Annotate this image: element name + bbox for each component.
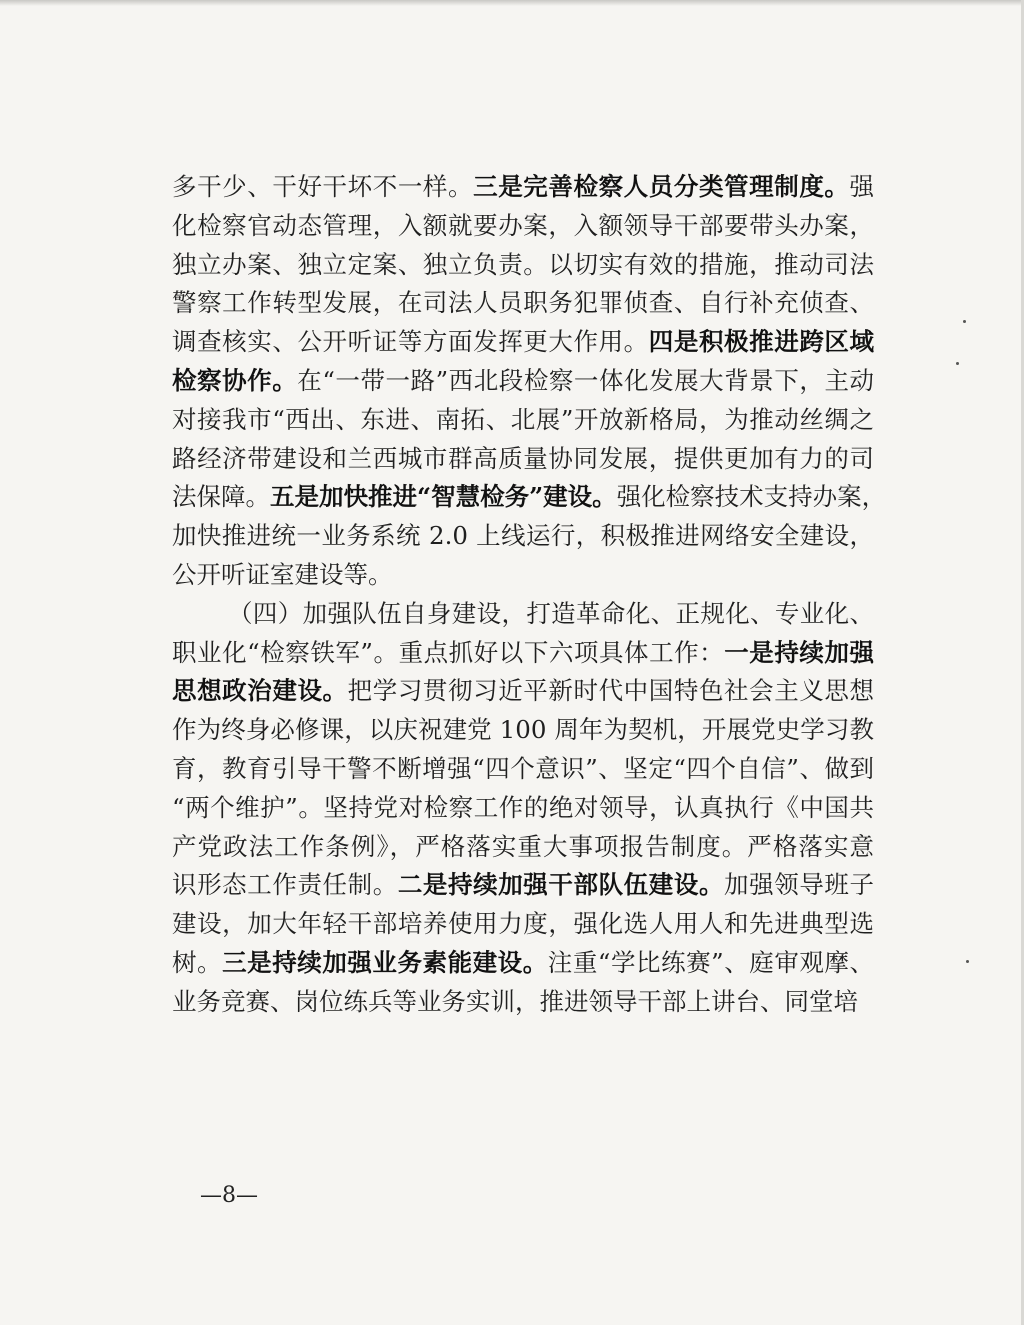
- bold-heading-run: 思想政治建设。: [172, 676, 348, 706]
- text-line: [172, 362, 874, 401]
- text-run: 业务竞赛、岗位练兵等业务实训，推进领导干部上讲台、同堂培: [172, 986, 858, 1016]
- body-text: [172, 168, 887, 1022]
- text-run: 产党政法工作条例》，严格落实重大事项报告制度。严格落实意: [172, 831, 874, 861]
- text-run: 建设，加大年轻干部培养使用力度，强化选人用人和先进典型选: [172, 909, 874, 939]
- text-run: 加快推进统一业务系统 2.0 上线运行，积极推进网络安全建设，: [172, 521, 874, 551]
- text-line: [172, 556, 874, 595]
- scan-speck: [956, 362, 959, 365]
- text-run: 警察工作转型发展，在司法人员职务犯罪侦查、自行补充侦查、: [172, 288, 874, 318]
- text-line: [172, 789, 874, 828]
- text-line: [172, 983, 874, 1022]
- page-number: —8—: [200, 1183, 258, 1208]
- text-run: 对接我市“西出、东进、南拓、北展”开放新格局，为推动丝绸之: [172, 404, 874, 434]
- text-line: [172, 168, 874, 207]
- text-line: [172, 672, 874, 711]
- text-run: 化检察官动态管理，入额就要办案，入额领导干部要带头办案，: [172, 210, 874, 240]
- text-run: 作为终身必修课，以庆祝建党 100 周年为契机，开展党史学习教: [172, 715, 874, 745]
- text-run: 路经济带建设和兰西城市群高质量协同发展，提供更加有力的司: [172, 443, 874, 473]
- text-run: 职业化“检察铁军”。重点抓好以下六项具体工作：: [172, 637, 725, 667]
- bold-heading-run: 二是持续加强干部队伍建设。: [397, 870, 725, 900]
- text-line: [172, 595, 874, 634]
- text-line: [172, 711, 874, 750]
- text-line: [172, 634, 874, 673]
- scan-edge-top: [0, 0, 1024, 6]
- text-line: [172, 905, 874, 944]
- text-run: 在“一带一路”西北段检察一体化发展大背景下，主动: [297, 365, 874, 395]
- text-run: 调查核实、公开听证等方面发挥更大作用。: [172, 327, 649, 357]
- text-run: “两个维护”。坚持党对检察工作的绝对领导，认真执行《中国共: [172, 792, 874, 822]
- text-run: 育，教育引导干警不断增强“四个意识”、坚定“四个自信”、做到: [172, 753, 874, 783]
- text-line: [172, 440, 874, 479]
- text-run: 加强领导班子: [724, 870, 875, 900]
- text-line: [172, 284, 874, 323]
- bold-heading-run: 三是持续加强业务素能建设。: [222, 947, 548, 977]
- text-run: 独立办案、独立定案、独立负责。以切实有效的措施，推动司法: [172, 249, 874, 279]
- text-line: [172, 517, 874, 556]
- text-line: [172, 478, 887, 517]
- scan-speck: [966, 960, 969, 963]
- text-run: 强化检察技术支持办案，: [616, 482, 887, 512]
- scan-speck: [963, 320, 966, 323]
- text-run: 强: [849, 172, 875, 201]
- text-line: [172, 944, 874, 983]
- bold-heading-run: 四是积极推进跨区域: [648, 327, 875, 357]
- text-run: （四）加强队伍自身建设，打造革命化、正规化、专业化、: [228, 598, 874, 628]
- text-run: 注重“学比练赛”、庭审观摩、: [547, 947, 874, 977]
- text-line: [172, 750, 874, 789]
- text-line: [172, 246, 874, 285]
- text-run: 把学习贯彻习近平新时代中国特色社会主义思想: [347, 676, 875, 706]
- text-run: 多干少、干好干坏不一样。: [172, 172, 474, 201]
- bold-heading-run: 五是加快推进“智慧检务”建设。: [270, 482, 617, 512]
- text-line: [172, 401, 874, 440]
- text-run: 公开听证室建设等。: [172, 559, 393, 589]
- text-run: 识形态工作责任制。: [172, 870, 398, 900]
- bold-heading-run: 一是持续加强: [724, 637, 874, 667]
- text-line: [172, 207, 874, 246]
- text-run: 法保障。: [172, 482, 270, 512]
- text-line: [172, 828, 874, 867]
- text-line: [172, 866, 874, 905]
- text-run: 树。: [172, 947, 223, 977]
- bold-heading-run: 检察协作。: [172, 365, 298, 395]
- text-line: [172, 323, 874, 362]
- bold-heading-run: 三是完善检察人员分类管理制度。: [473, 172, 850, 201]
